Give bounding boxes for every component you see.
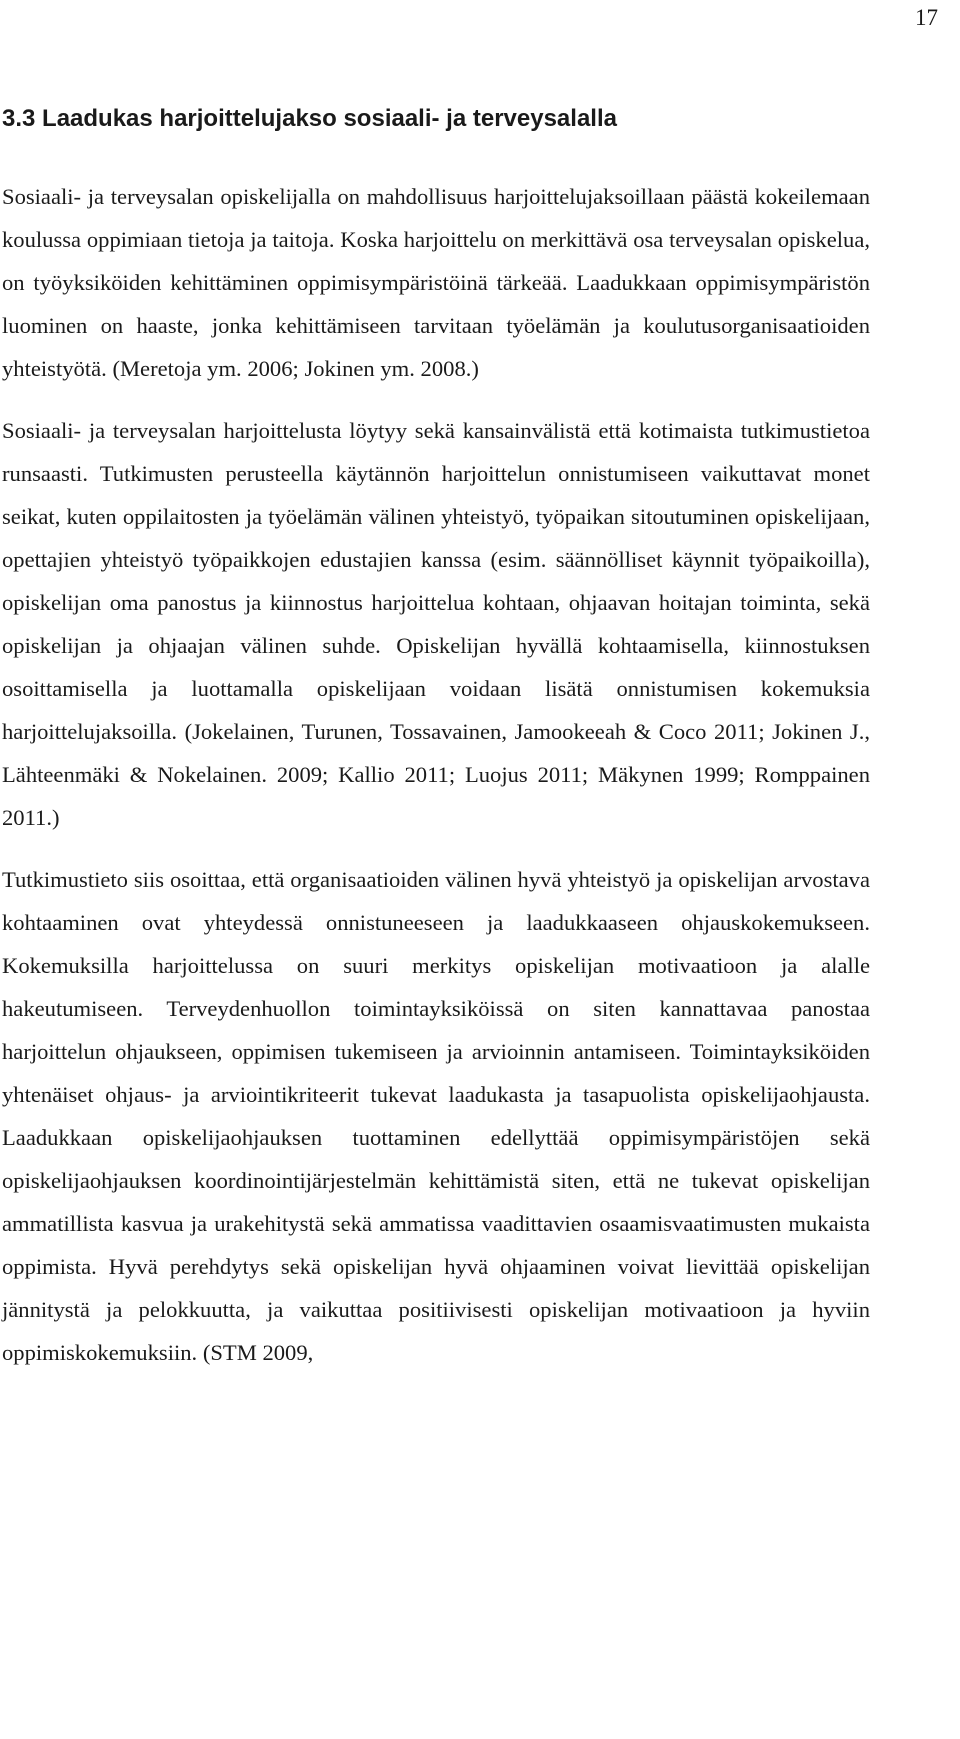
page-number: 17 — [915, 5, 938, 30]
paragraph-1: Sosiaali- ja terveysalan opiskelijalla on mahdollisuus harjoittelujaksoillaan päästä kokeilemaan koulussa oppimiaan tietoja ja taitoja. Koska harjoittelu on merkittävä osa terveysalan opiskelua, on työyksiköiden kehittäminen oppimisympäristöinä tärkeää. Laadukkaan oppimisympäristön luominen on haaste, jonka kehittämiseen tarvitaan työelämän ja koulutusorganisaatioiden yhteistyötä. (Meretoja ym. 2006; Jokinen ym. 2008.) — [2, 184, 870, 381]
document-body — [0, 102, 870, 1374]
paragraph-3: Tutkimustieto siis osoittaa, että organisaatioiden välinen hyvä yhteistyö ja opiskelijan arvostava kohtaaminen ovat yhteydessä onnistuneeseen ja laadukkaaseen ohjauskokemukseen. Kokemuksilla harjoittelussa on suuri merkitys opiskelijan motivaatioon ja alalle hakeutumiseen. Terveydenhuollon toimintayksiköissä on siten kannattavaa panostaa harjoittelun ohjaukseen, oppimisen tukemiseen ja arvioinnin antamiseen. Toimintayksiköiden yhtenäiset ohjaus- ja arviointikriteerit tukevat laadukasta ja tasapuolista opiskelijaohjausta. Laadukkaan opiskelijaohjauksen tuottaminen edellyttää oppimisympäristöjen sekä opiskelijaohjauksen koordinointijärjestelmän kehittämistä siten, että ne tukevat opiskelijan ammatillista kasvua ja urakehitystä sekä ammatissa vaadittavien osaamisvaatimusten mukaista oppimista. Hyvä perehdytys sekä opiskelijan hyvä ohjaaminen voivat lievittää opiskelijan jännitystä ja pelokkuutta, ja vaikuttaa positiivisesti opiskelijan motivaatioon ja hyviin oppimiskokemuksiin. (STM 2009, — [2, 867, 870, 1365]
paragraph-2: Sosiaali- ja terveysalan harjoittelusta löytyy sekä kansainvälistä että kotimaista tutkimustietoa runsaasti. Tutkimusten perusteella käytännön harjoittelun onnistumiseen vaikuttavat monet seikat, kuten oppilaitosten ja työelämän välinen yhteistyö, työpaikan sitoutuminen opiskelijaan, opettajien yhteistyö työpaikkojen edustajien kanssa (esim. säännölliset käynnit työpaikoilla), opiskelijan oma panostus ja kiinnostus harjoittelua kohtaan, ohjaavan hoitajan toiminta, sekä opiskelijan ja ohjaajan välinen suhde. Opiskelijan hyvällä kohtaamisella, kiinnostuksen osoittamisella ja luottamalla opiskelijaan voidaan lisätä onnistumisen kokemuksia harjoittelujaksoilla. (Jokelainen, Turunen, Tossavainen, Jamookeeah & Coco 2011; Jokinen J., Lähteenmäki & Nokelainen. 2009; Kallio 2011; Luojus 2011; Mäkynen 1999; Romppainen 2011.) — [2, 418, 870, 830]
section-heading: 3.3 Laadukas harjoittelujakso sosiaali- ja terveysalalla — [2, 105, 617, 132]
